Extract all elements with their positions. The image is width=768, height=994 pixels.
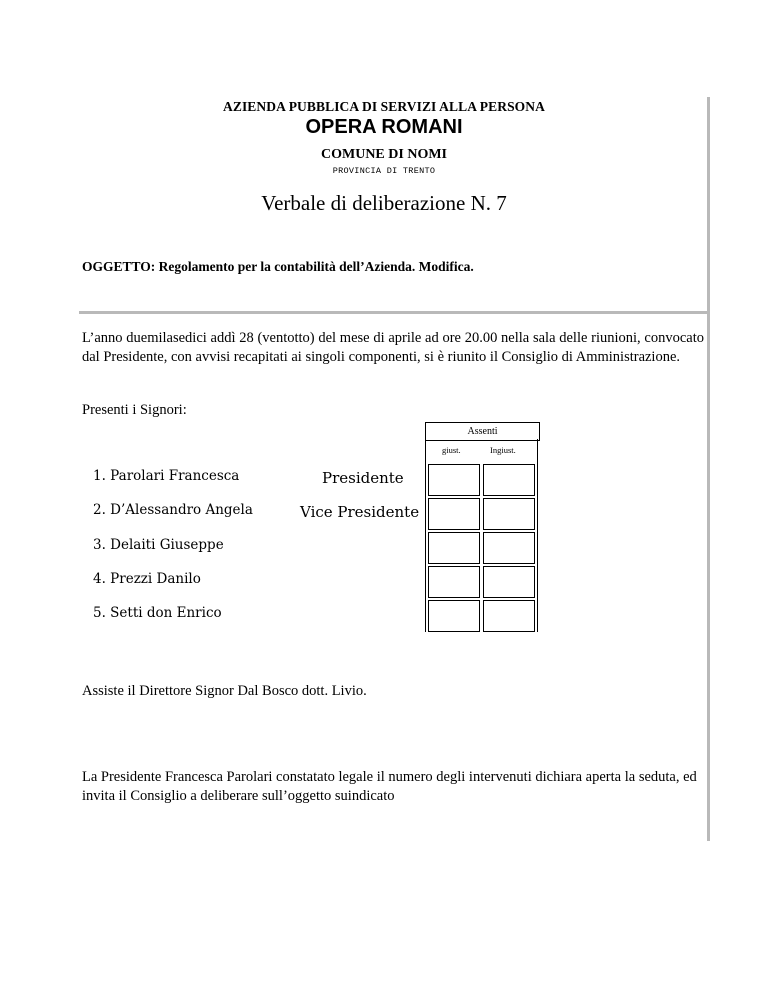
provincia-label: PROVINCIA DI TRENTO <box>332 166 436 176</box>
grid-right-border <box>537 439 538 632</box>
absence-cell-giust[interactable] <box>428 532 480 564</box>
closing-paragraph: La Presidente Francesca Parolari constatato legale il numero degli intervenuti dichiara aperta la seduta, ed invita il Consiglio a deliberare sull’oggetto suindicato <box>82 769 697 804</box>
member-name: 3. Delaiti Giuseppe <box>93 537 224 553</box>
absence-cell-ingiust[interactable] <box>483 498 535 530</box>
absence-cell-ingiust[interactable] <box>483 566 535 598</box>
comune-label: COMUNE DI NOMI <box>321 147 447 162</box>
member-name: 2. D’Alessandro Angela <box>93 502 253 518</box>
organization-name: OPERA ROMANI <box>305 116 463 138</box>
assenti-header: Assenti <box>425 422 540 441</box>
absence-cell-ingiust[interactable] <box>483 600 535 632</box>
subject-line: OGGETTO: Regolamento per la contabilità dell’Azienda. Modifica. <box>82 259 474 274</box>
member-name: 1. Parolari Francesca <box>93 468 240 484</box>
absence-cell-giust[interactable] <box>428 498 480 530</box>
absence-cell-ingiust[interactable] <box>483 532 535 564</box>
absence-cell-giust[interactable] <box>428 566 480 598</box>
column-ingiust: Ingiust. <box>490 445 516 455</box>
member-name: 4. Prezzi Danilo <box>93 571 201 587</box>
document-title: Verbale di deliberazione N. 7 <box>261 191 507 215</box>
member-name: 5. Setti don Enrico <box>93 605 222 621</box>
assiste-line: Assiste il Direttore Signor Dal Bosco dott. Livio. <box>82 683 367 699</box>
absence-grid <box>425 439 538 632</box>
vertical-rule-bottom <box>707 311 710 841</box>
vertical-rule-top <box>707 97 710 315</box>
grid-left-border <box>425 439 426 632</box>
member-role: Presidente <box>322 469 404 487</box>
presenti-label: Presenti i Signori: <box>82 402 187 418</box>
intro-paragraph: L’anno duemilasedici addì 28 (ventotto) del mese di aprile ad ore 20.00 nella sala delle riunioni, convocato dal Presidente, con avvisi recapitati ai singoli componenti, si è riunito il Consiglio di Amministrazione. <box>82 330 704 365</box>
horizontal-rule <box>79 311 710 314</box>
absence-cell-giust[interactable] <box>428 464 480 496</box>
absence-cell-ingiust[interactable] <box>483 464 535 496</box>
column-giust: giust. <box>442 445 461 455</box>
absence-cell-giust[interactable] <box>428 600 480 632</box>
member-role: Vice Presidente <box>300 503 420 521</box>
organization-type: AZIENDA PUBBLICA DI SERVIZI ALLA PERSONA <box>223 99 545 114</box>
